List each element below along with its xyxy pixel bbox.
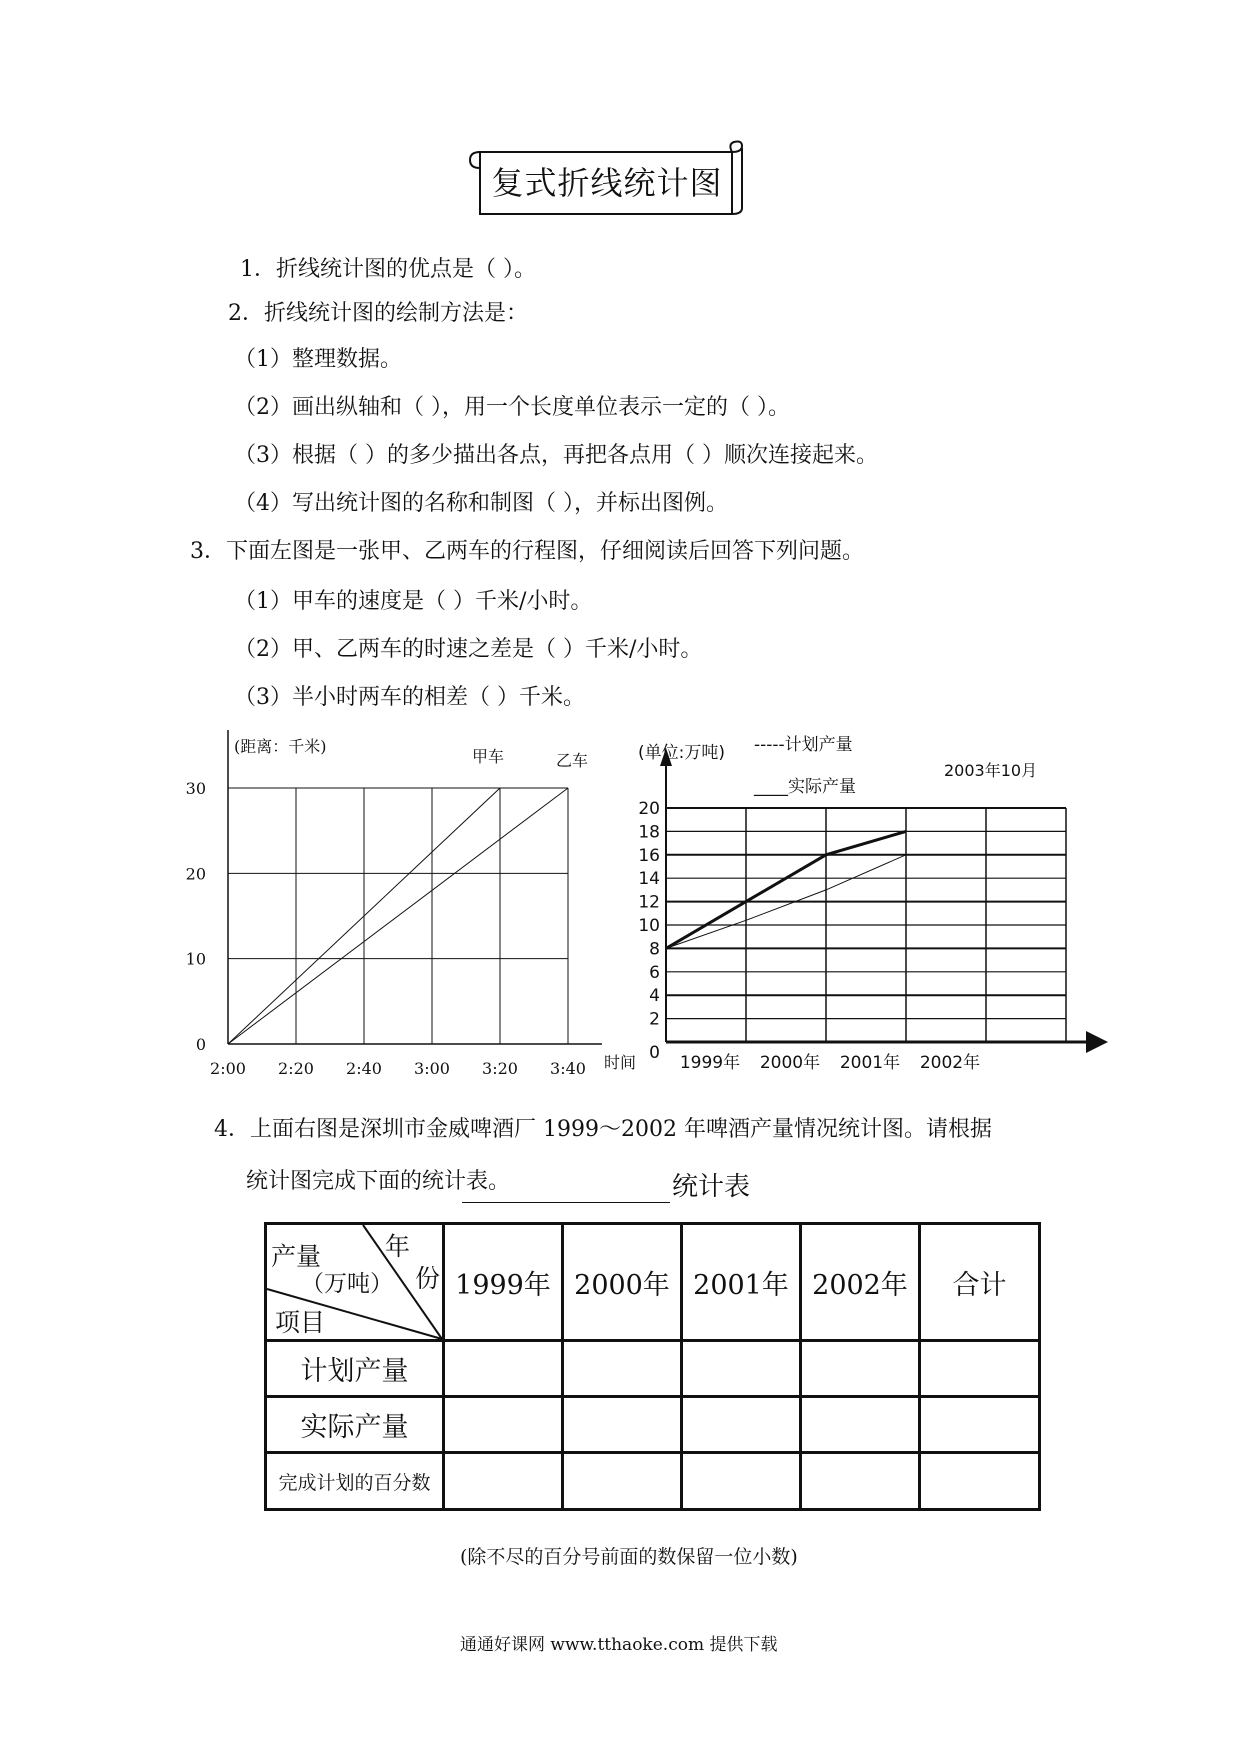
y-tick-label: 2 <box>649 1009 660 1030</box>
header-2001: 2001年 <box>682 1224 801 1341</box>
question-4-line-2: 统计图完成下面的统计表。 <box>246 1169 511 1194</box>
y-tick-label: 12 <box>638 892 660 913</box>
travel-chart <box>185 722 637 1082</box>
y-tick-label: 4 <box>649 986 660 1007</box>
question-1: 1．折线统计图的优点是（ ）。 <box>240 257 536 282</box>
header-2000: 2000年 <box>563 1224 682 1341</box>
y-tick-label: 10 <box>638 916 660 936</box>
series-line-2 <box>228 788 568 1044</box>
table-caption-text: 统计表 <box>672 1172 751 1202</box>
table-cell[interactable] <box>444 1453 563 1510</box>
y-tick-label: 14 <box>638 869 660 890</box>
y-tick-label: 0 <box>195 1035 206 1054</box>
question-3-part-3: （3）半小时两车的相差（ ）千米。 <box>234 685 585 710</box>
legend-planned: -----计划产量 <box>754 735 853 755</box>
table-cell[interactable] <box>444 1397 563 1453</box>
table-cell[interactable] <box>682 1341 801 1397</box>
corner-label-item: 项目 <box>275 1308 326 1337</box>
header-total: 合计 <box>920 1224 1040 1341</box>
y-tick-label: 20 <box>638 799 660 819</box>
x-tick-label: 1999年 <box>679 1053 741 1073</box>
production-chart-series <box>666 831 906 948</box>
row-label-planned: 计划产量 <box>266 1341 444 1397</box>
row-label-actual: 实际产量 <box>266 1397 444 1453</box>
series-label-1: 甲车 <box>472 747 505 766</box>
table-cell[interactable] <box>682 1453 801 1510</box>
question-2: 2．折线统计图的绘制方法是： <box>228 301 528 326</box>
table-cell[interactable] <box>920 1453 1040 1510</box>
x-tick-label: 2002年 <box>919 1053 981 1073</box>
table-cell[interactable] <box>801 1397 920 1453</box>
question-4-line-1: 4．上面右图是深圳市金威啤酒厂 1999～2002 年啤酒产量情况统计图。请根据 <box>214 1117 992 1142</box>
question-3-part-2: （2）甲、乙两车的时速之差是（ ）千米/小时。 <box>234 637 703 662</box>
x-tick-label: 2000年 <box>759 1053 821 1073</box>
production-chart <box>620 722 1120 1082</box>
y-tick-label: 8 <box>649 939 660 960</box>
title-banner <box>466 140 748 218</box>
y-tick-label: 20 <box>185 864 206 884</box>
x-tick-label: 2:40 <box>346 1059 382 1078</box>
table-cell[interactable] <box>563 1397 682 1453</box>
table-caption <box>462 1166 750 1203</box>
x-tick-label: 2:20 <box>278 1059 314 1078</box>
table-header-row <box>266 1224 1040 1341</box>
question-2-step-1: （1）整理数据。 <box>234 347 402 372</box>
production-chart-axes <box>660 748 1108 1053</box>
table-cell[interactable] <box>801 1341 920 1397</box>
y-tick-label: 6 <box>649 962 660 983</box>
table-corner <box>267 1225 442 1339</box>
table-row <box>266 1397 1040 1453</box>
x-tick-label: 2001年 <box>839 1053 901 1073</box>
y-axis-label: (单位:万吨) <box>638 743 725 763</box>
y-tick-label: 30 <box>185 779 206 798</box>
table-cell[interactable] <box>920 1397 1040 1453</box>
question-3-part-1: （1）甲车的速度是（ ）千米/小时。 <box>234 589 593 614</box>
corner-label-unit: （万吨） <box>301 1271 393 1297</box>
y-tick-label: 18 <box>638 822 660 843</box>
y-tick-label: 16 <box>638 845 660 866</box>
legend-actual: ____实际产量 <box>754 777 856 797</box>
actual-output-line <box>666 831 906 948</box>
table-cell[interactable] <box>563 1341 682 1397</box>
x-axis-label: 时间 <box>604 1053 637 1072</box>
travel-chart-axes <box>228 730 602 1044</box>
table-row <box>266 1453 1040 1510</box>
page-title: 复式折线统计图 <box>491 164 723 202</box>
corner-label-year: 年 <box>385 1232 411 1261</box>
question-2-step-3: （3）根据（ ）的多少描出各点，再把各点用（ ）顺次连接起来。 <box>234 443 878 468</box>
y-tick-label: 10 <box>185 949 206 969</box>
x-tick-label: 3:00 <box>414 1059 450 1078</box>
x-axis-arrow-icon <box>1086 1031 1108 1053</box>
chart-date-note: 2003年10月 <box>944 761 1038 780</box>
header-1999: 1999年 <box>444 1224 563 1341</box>
corner-label-output: 产量 <box>271 1242 322 1271</box>
question-3: 3．下面左图是一张甲、乙两车的行程图，仔细阅读后回答下列问题。 <box>190 539 864 564</box>
table-cell[interactable] <box>920 1341 1040 1397</box>
x-tick-label: 2:00 <box>210 1059 246 1078</box>
statistics-table <box>264 1222 1041 1511</box>
rounding-note: (除不尽的百分号前面的数保留一位小数) <box>460 1546 798 1568</box>
y-tick-label: 0 <box>649 1043 660 1063</box>
table-cell[interactable] <box>563 1453 682 1510</box>
x-tick-label: 3:20 <box>482 1059 518 1078</box>
table-cell[interactable] <box>444 1341 563 1397</box>
table-cell[interactable] <box>801 1453 920 1510</box>
table-corner-cell <box>266 1224 444 1341</box>
header-2002: 2002年 <box>801 1224 920 1341</box>
series-label-2: 乙车 <box>556 751 589 770</box>
corner-label-fen: 份 <box>415 1264 441 1293</box>
travel-chart-series <box>228 788 568 1044</box>
table-row <box>266 1341 1040 1397</box>
x-tick-label: 3:40 <box>550 1059 586 1078</box>
question-2-step-2: （2）画出纵轴和（ ），用一个长度单位表示一定的（ ）。 <box>234 395 790 420</box>
production-chart-labels <box>638 735 1037 1073</box>
table-cell[interactable] <box>682 1397 801 1453</box>
y-axis-label: (距离：千米) <box>234 737 327 756</box>
question-2-step-4: （4）写出统计图的名称和制图（ ），并标出图例。 <box>234 491 728 516</box>
page-footer: 通通好课网 www.tthaoke.com 提供下载 <box>460 1635 778 1655</box>
row-label-percent: 完成计划的百分数 <box>266 1453 444 1510</box>
table-caption-blank <box>462 1176 670 1203</box>
